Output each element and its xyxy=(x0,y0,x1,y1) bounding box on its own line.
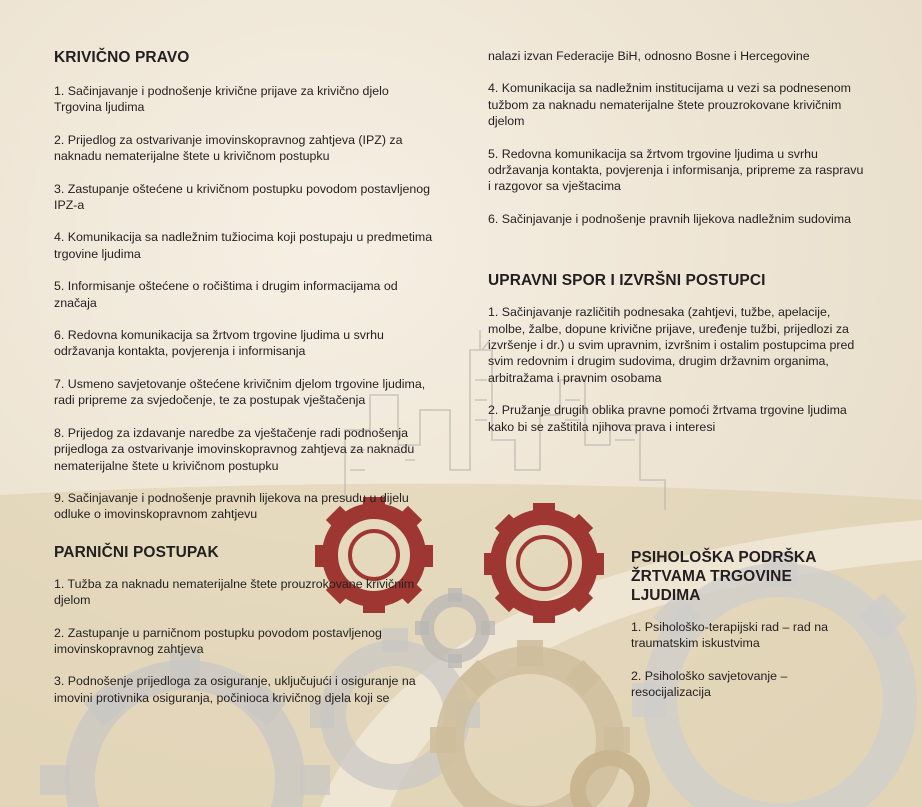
krivicno-item-8: 8. Prijedog za izdavanje naredbe za vještačenje radi podnošenja prijedloga za ostvarivanje imovinskopravnog zahtjeva za naknadu nematerijalne štete u krivičnom postupku xyxy=(54,425,415,473)
section-title-krivicno-pravo: KRIVIČNO PRAVO xyxy=(54,49,190,66)
section-title-parnicni-postupak: PARNIČNI POSTUPAK xyxy=(54,543,219,561)
parnicni-item-5: 5. Redovna komunikacija sa žrtvom trgovine ljudima u svrhu održavanja kontakta, povjerenja i informisanja, pripreme za raspravu i razgovor sa vještacima xyxy=(488,146,864,194)
left-column xyxy=(54,48,434,706)
krivicno-item-1: 1. Sačinjavanje i podnošenje krivične prijave za krivično djelo Trgovina ljudima xyxy=(54,84,389,115)
section-title-psiholoska-line-3: LJUDIMA xyxy=(631,587,701,604)
krivicno-item-3: 3. Zastupanje oštećene u krivičnom postupku povodom postavljenog IPZ-a xyxy=(54,181,431,213)
krivicno-item-5: 5. Informisanje oštećene o ročištima i drugim informacijama od značaja xyxy=(54,279,398,310)
parnicni-item-3-continuation: nalazi izvan Federacije BiH, odnosno Bosne i Hercegovine xyxy=(488,49,810,63)
krivicno-item-6: 6. Redovna komunikacija sa žrtvom trgovine ljudima u svrhu održavanja kontakta, povjerenja i informisanja xyxy=(54,328,384,359)
parnicni-item-6: 6. Sačinjavanje i podnošenje pravnih lijekova nadležnim sudovima xyxy=(488,211,851,226)
parnicni-item-4: 4. Komunikacija sa nadležnim institucijama u vezi sa podnesenom tužbom za naknadu nematerijalne štete prouzrokovane krivičnim djelom xyxy=(488,81,851,129)
section-title-upravni-spor: UPRAVNI SPOR I IZVRŠNI POSTUPCI xyxy=(488,272,766,290)
section-title-psiholoska-line-1: PSIHOLOŠKA PODRŠKA xyxy=(631,549,817,566)
krivicno-item-7: 7. Usmeno savjetovanje oštećene krivičnim djelom trgovine ljudima, radi pripreme za svjedočenje, te za postupak vještačenja xyxy=(54,376,426,408)
right-column xyxy=(488,48,868,435)
parnicni-item-2: 2. Zastupanje u parničnom postupku povodom postavljenog imovinskopravnog zahtjeva xyxy=(54,625,382,656)
parnicni-item-1: 1. Tužba za naknadu nematerijalne štete prouzrokovane krivičnim djelom xyxy=(54,576,415,608)
parnicni-item-3: 3. Podnošenje prijedloga za osiguranje, uključujući i osiguranje na imovini protivnika osiguranja, počinioca krivičnog djela koji se xyxy=(54,674,416,705)
upravni-item-2: 2. Pružanje drugih oblika pravne pomoći žrtvama trgovine ljudima kako bi se zaštitila njihova prava i interesi xyxy=(488,403,847,434)
psiholoska-item-2: 2. Psihološko savjetovanje – resocijalizacija xyxy=(631,668,788,700)
section-title-psiholoska-line-2: ŽRTVAMA TRGOVINE xyxy=(631,568,792,585)
krivicno-item-2: 2. Prijedlog za ostvarivanje imovinskopravnog zahtjeva (IPZ) za naknadu nematerijalne štete u krivičnom postupku xyxy=(54,132,403,164)
krivicno-item-4: 4. Komunikacija sa nadležnim tužiocima koji postupaju u predmetima trgovine ljudima xyxy=(54,230,433,261)
upravni-item-1: 1. Sačinjavanje različitih podnesaka (zahtjevi, tužbe, apelacije, molbe, žalbe, dopune krivične prijave, uređenje tužbi, prijedlozi za izvršenje i dr.) u svim upravnim, izvršnim i ostalim postupcima pred svim redovnim i drugim sudovima, drugim državnim organima, arbitražama i pravnim osobama xyxy=(488,305,855,385)
psiholoska-column xyxy=(631,548,866,701)
krivicno-item-9: 9. Sačinjavanje i podnošenje pravnih lijekova na presudu u dijelu odluke o imovinskopravnom zahtjevu xyxy=(54,490,409,522)
psiholoska-item-1: 1. Psihološko-terapijski rad – rad na traumatskim iskustvima xyxy=(631,620,828,651)
